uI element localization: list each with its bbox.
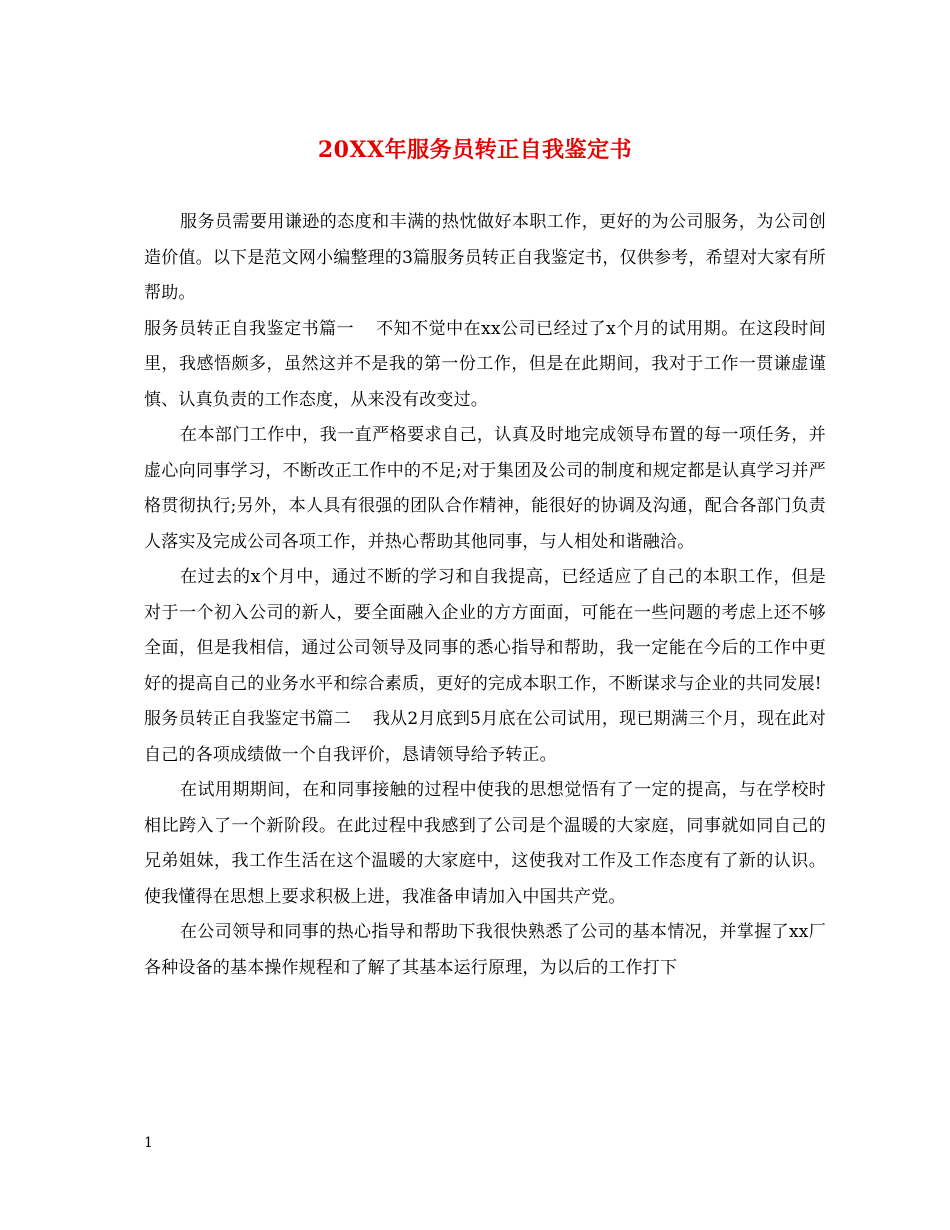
paragraph-5: 在试用期期间，在和同事接触的过程中使我的思想觉悟有了一定的提高，与在学校时相比跨入了一个新阶段。在此过程中我感到了公司是个温暖的大家庭，同事就如同自己的兄弟姐妹，我工作生活在这个温暖的大家庭中，这使我对工作及工作态度有了新的认识。使我懂得在思想上要求积极上进，我准备申请加入中国共产党。 <box>144 780 826 907</box>
intro-paragraph: 服务员需要用谦逊的态度和丰满的热忱做好本职工作，更好的为公司服务，为公司创造价值。以下是范文网小编整理的3篇服务员转正自我鉴定书，仅供参考，希望对大家有所帮助。 <box>144 212 826 303</box>
section-1-paragraph <box>144 312 826 419</box>
section-1-text: 不知不觉中在xx公司已经过了x个月的试用期。在这段时间里，我感悟颇多，虽然这并不是我的第一份工作，但是在此期间，我对于工作一贯谦虚谨慎、认真负责的工作态度，从来没有改变过。 <box>144 318 826 410</box>
paragraph-6: 在公司领导和同事的热心指导和帮助下我很快熟悉了公司的基本情况，并掌握了xx厂各种设备的基本操作规程和了解了其基本运行原理，为以后的工作打下 <box>144 922 826 978</box>
document-title: 20XX年服务员转正自我鉴定书 <box>317 137 633 163</box>
page-number: 1 <box>144 1135 153 1151</box>
paragraph-2: 在本部门工作中，我一直严格要求自己，认真及时地完成领导布置的每一项任务，并虚心向同事学习，不断改正工作中的不足;对于集团及公司的制度和规定都是认真学习并严格贯彻执行;另外，本人具有很强的团队合作精神，能很好的协调及沟通，配合各部门负责人落实及完成公司各项工作，并热心帮助其他同事，与人相处和谐融洽。 <box>144 425 826 552</box>
section-2-text: 我从2月底到5月底在公司试用，现已期满三个月，现在此对自己的各项成绩做一个自我评价，恳请领导给予转正。 <box>144 709 827 765</box>
section-2-heading: 服务员转正自我鉴定书篇二 <box>144 709 351 729</box>
section-1-heading: 服务员转正自我鉴定书篇一 <box>144 318 355 339</box>
document-body <box>144 205 826 986</box>
paragraph-3: 在过去的x个月中，通过不断的学习和自我提高，已经适应了自己的本职工作，但是对于一个初入公司的新人，要全面融入企业的方方面面，可能在一些问题的考虑上还不够全面，但是我相信，通过公司领导及同事的悉心指导和帮助，我一定能在今后的工作中更好的提高自己的业务水平和综合素质，更好的完成本职工作，不断谋求与企业的共同发展! <box>144 567 826 694</box>
section-2-paragraph <box>144 702 826 773</box>
